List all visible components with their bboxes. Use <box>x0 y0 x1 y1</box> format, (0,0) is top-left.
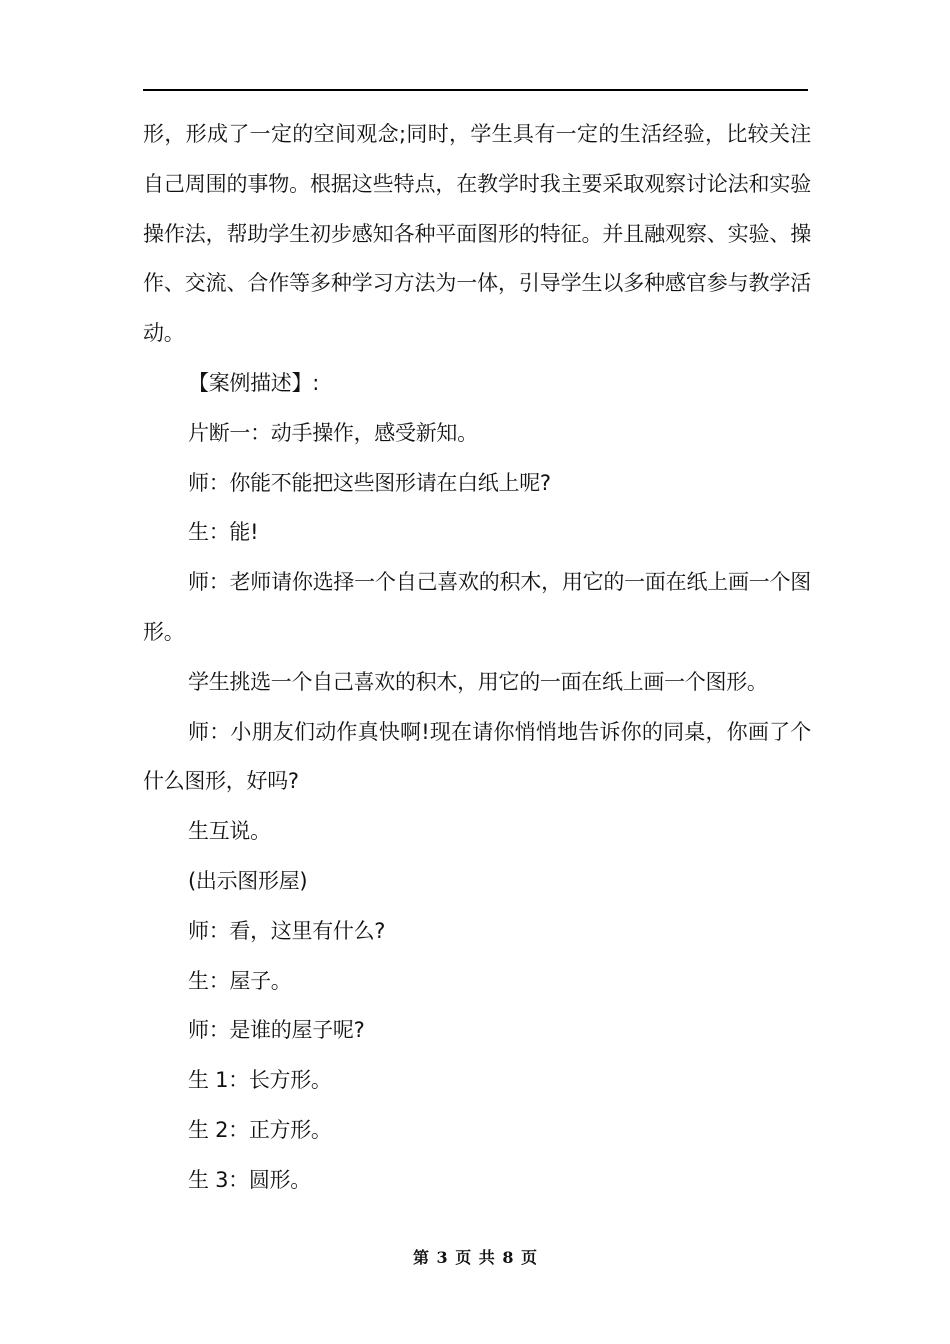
dialogue-line: 师：看，这里有什么? <box>188 918 386 943</box>
dialogue-line: 学生挑选一个自己喜欢的积木，用它的一面在纸上画一个图形。 <box>188 669 768 694</box>
paragraph-continuation: 形，形成了一定的空间观念;同时，学生具有一定的生活经验，比较关注自己周围的事物。根据这些特点，在教学时我主要采取观察讨论法和实验操作法，帮助学生初步感知各种平面图形的特征。并且融观察、实验、操作、交流、合作等多种学习方法为一体，引导学生以多种感官参与教学活动。 <box>143 122 811 346</box>
dialogue-line: 生：屋子。 <box>188 968 292 993</box>
stage-direction: (出示图形屋) <box>188 868 308 893</box>
dialogue-line: 师：小朋友们动作真快啊!现在请你悄悄地告诉你的同桌，你画了个什么图形，好吗? <box>143 719 811 794</box>
dialogue-line: 生互说。 <box>188 819 271 844</box>
header-rule <box>143 89 808 91</box>
dialogue-line: 师：老师请你选择一个自己喜欢的积木，用它的一面在纸上画一个图形。 <box>143 570 811 644</box>
dialogue-line: 师：你能不能把这些图形请在白纸上呢? <box>188 470 551 495</box>
dialogue-line: 师：是谁的屋子呢? <box>188 1018 365 1043</box>
dialogue-line: 生 2：正方形。 <box>188 1117 332 1142</box>
dialogue-line: 生：能! <box>188 520 259 545</box>
section-heading-case-description: 【案例描述】: <box>188 370 319 395</box>
dialogue-line: 生 3：圆形。 <box>188 1167 311 1192</box>
paragraph-segment-one: 片断一：动手操作，感受新知。 <box>188 420 478 445</box>
page-number-footer: 第 3 页 共 8 页 <box>412 1248 538 1267</box>
dialogue-line: 生 1：长方形。 <box>188 1068 332 1093</box>
body-text <box>143 110 811 1206</box>
